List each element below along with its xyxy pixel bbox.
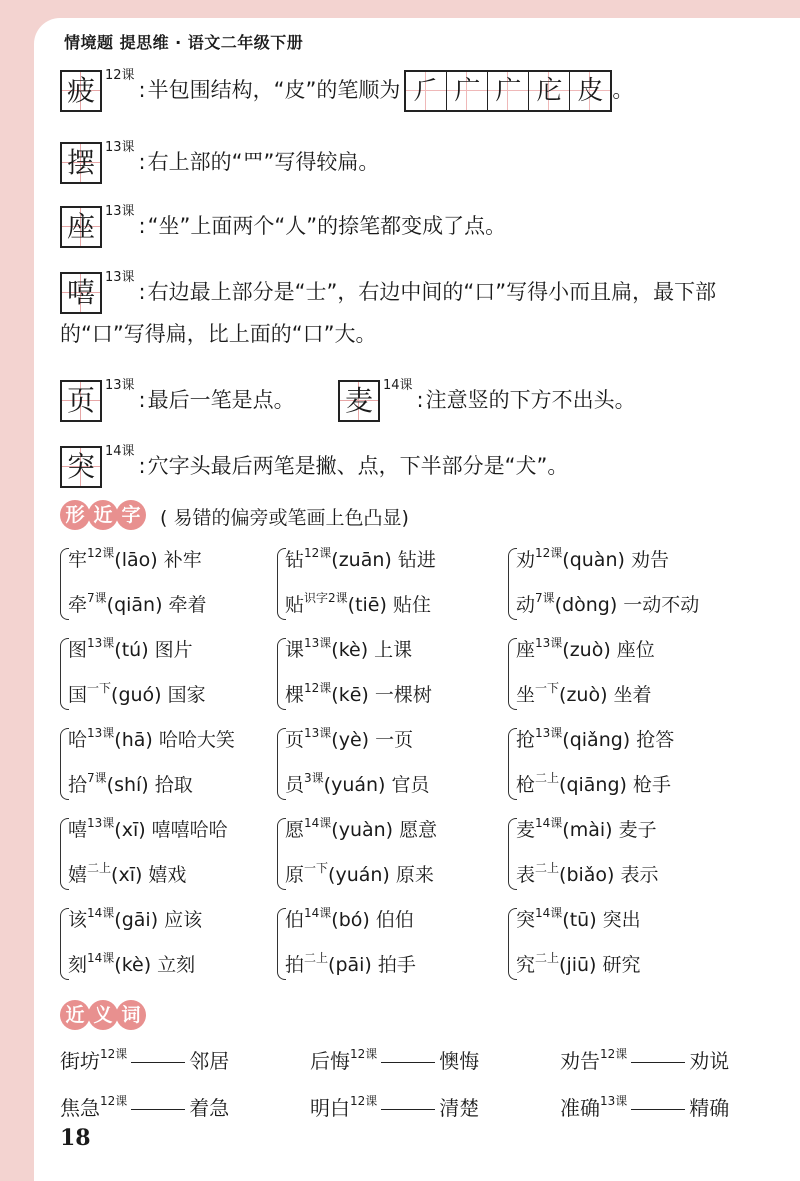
char-box: 摆 <box>60 142 102 184</box>
note-text: 的“口”写得扁，比上面的“口”大。 <box>60 322 377 346</box>
similar-char-pair <box>508 542 738 624</box>
synonym-pair: 劝告$^{12课}$ 劝说 <box>560 1047 730 1073</box>
similar-char-pair <box>60 632 290 714</box>
lesson-tag: 13课 <box>105 270 135 285</box>
stroke-step: 广 <box>447 72 488 110</box>
note-end: 。 <box>612 78 634 102</box>
char-box: 突 <box>60 446 102 488</box>
similar-char-pair <box>277 902 507 984</box>
note-text: 半包围结构，“皮”的笔顺为 <box>147 78 401 102</box>
similar-char-line: 伯$^{14课}$(bó) 伯伯 <box>285 906 414 931</box>
similar-char-line: 原$^{一下}$(yuán) 原来 <box>285 861 434 886</box>
char-box: 疲 <box>60 70 102 112</box>
similar-char-line: 嬉$^{二上}$(xī) 嬉戏 <box>68 861 187 886</box>
similar-char-pair <box>508 632 738 714</box>
stroke-step: 广 <box>488 72 529 110</box>
note-row: 座 $^{13课}$:“坐”上面两个“人”的捺笔都变成了点。 <box>60 198 506 248</box>
note-row: 嘻 $^{13课}$:右边最上部分是“士”，右边中间的“口”写得小而且扁，最下部 <box>60 264 716 314</box>
similar-char-line: 课$^{13课}$(kè) 上课 <box>285 636 413 661</box>
lesson-tag: 12课 <box>105 68 135 83</box>
synonym-pair: 街坊$^{12课}$ 邻居 <box>60 1047 230 1073</box>
stroke-step: 庀 <box>529 72 570 110</box>
similar-char-line: 抢$^{13课}$(qiǎng) 抢答 <box>516 726 675 751</box>
char-box: 麦 <box>338 380 380 422</box>
similar-char-pair <box>277 722 507 804</box>
similar-char-pair <box>60 902 290 984</box>
note-text: 最后一笔是点。 <box>147 388 295 412</box>
section-title-similar: 形 近 字 <box>60 500 144 530</box>
similar-char-line: 牵$^{7课}$(qiān) 牵着 <box>68 591 207 616</box>
similar-char-line: 图$^{13课}$(tú) 图片 <box>68 636 193 661</box>
lesson-tag: 14课 <box>383 378 413 393</box>
synonym-pair: 后悔$^{12课}$ 懊悔 <box>310 1047 480 1073</box>
similar-char-line: 棵$^{12课}$(kē) 一棵树 <box>285 681 432 706</box>
similar-char-pair <box>277 812 507 894</box>
section-title-synonyms: 近 义 词 <box>60 1000 144 1030</box>
note-text: “坐”上面两个“人”的捺笔都变成了点。 <box>147 214 507 238</box>
similar-char-pair <box>508 902 738 984</box>
note-text: 穴字头最后两笔是撇、点，下半部分是“犬”。 <box>147 454 569 478</box>
lesson-tag: 13课 <box>105 140 135 155</box>
similar-char-line: 嘻$^{13课}$(xī) 嘻嘻哈哈 <box>68 816 228 841</box>
page-header: 情境题 提思维 · 语文二年级下册 <box>64 33 304 52</box>
lesson-tag: 13课 <box>105 204 135 219</box>
similar-char-line: 牢$^{12课}$(lāo) 补牢 <box>68 546 202 571</box>
synonym-pair: 明白$^{12课}$ 清楚 <box>310 1094 480 1120</box>
similar-char-line: 麦$^{14课}$(mài) 麦子 <box>516 816 657 841</box>
similar-char-line: 突$^{14课}$(tū) 突出 <box>516 906 641 931</box>
similar-char-line: 坐$^{一下}$(zuò) 坐着 <box>516 681 652 706</box>
similar-char-pair <box>277 632 507 714</box>
similar-char-line: 枪$^{二上}$(qiāng) 枪手 <box>516 771 671 796</box>
char-box: 座 <box>60 206 102 248</box>
similar-char-line: 页$^{13课}$(yè) 一页 <box>285 726 414 751</box>
similar-char-line: 究$^{二上}$(jiū) 研究 <box>516 951 641 976</box>
note-row-cont <box>60 320 377 348</box>
similar-char-pair <box>277 542 507 624</box>
similar-char-line: 该$^{14课}$(gāi) 应该 <box>68 906 203 931</box>
similar-char-line: 钻$^{12课}$(zuān) 钻进 <box>285 546 436 571</box>
similar-char-line: 员$^{3课}$(yuán) 官员 <box>285 771 430 796</box>
similar-char-line: 拍$^{二上}$(pāi) 拍手 <box>285 951 416 976</box>
note-row: 突 $^{14课}$:穴字头最后两笔是撇、点，下半部分是“犬”。 <box>60 438 568 488</box>
similar-char-pair <box>60 812 290 894</box>
stroke-step: 皮 <box>570 72 610 110</box>
note-row: 疲 $^{12课}$:半包围结构，“皮”的笔顺为 ⺁ 广 广 庀 皮 。 <box>60 62 633 112</box>
note-text: 右边最上部分是“士”，右边中间的“口”写得小而且扁，最下部 <box>147 280 717 304</box>
page-number: 18 <box>60 1125 91 1151</box>
similar-char-line: 哈$^{13课}$(hā) 哈哈大笑 <box>68 726 235 751</box>
similar-char-line: 劝$^{12课}$(quàn) 劝告 <box>516 546 669 571</box>
similar-char-line: 表$^{二上}$(biǎo) 表示 <box>516 861 659 886</box>
note-text: 注意竖的下方不出头。 <box>425 388 636 412</box>
section-note: ( 易错的偏旁或笔画上色凸显) <box>160 507 409 529</box>
similar-char-line: 愿$^{14课}$(yuàn) 愿意 <box>285 816 438 841</box>
char-box: 嘻 <box>60 272 102 314</box>
note-row: 页 $^{13课}$:最后一笔是点。 麦 $^{14课}$:注意竖的下方不出头。 <box>60 372 636 422</box>
similar-char-line: 贴$^{识字2课}$(tiē) 贴住 <box>285 591 431 616</box>
synonym-pair: 焦急$^{12课}$ 着急 <box>60 1094 230 1120</box>
note-text: 右上部的“罒”写得较扁。 <box>147 150 380 174</box>
stroke-order <box>404 70 612 112</box>
similar-char-pair <box>508 812 738 894</box>
similar-char-line: 刻$^{14课}$(kè) 立刻 <box>68 951 196 976</box>
similar-char-line: 拾$^{7课}$(shí) 拾取 <box>68 771 193 796</box>
similar-char-pair <box>60 722 290 804</box>
stroke-step: ⺁ <box>406 72 447 110</box>
similar-char-pair <box>508 722 738 804</box>
similar-char-pair <box>60 542 290 624</box>
similar-char-line: 动$^{7课}$(dòng) 一动不动 <box>516 591 700 616</box>
note-row: 摆 $^{13课}$:右上部的“罒”写得较扁。 <box>60 134 379 184</box>
lesson-tag: 14课 <box>105 444 135 459</box>
similar-char-line: 国$^{一下}$(guó) 国家 <box>68 681 206 706</box>
lesson-tag: 13课 <box>105 378 135 393</box>
similar-char-line: 座$^{13课}$(zuò) 座位 <box>516 636 655 661</box>
char-box: 页 <box>60 380 102 422</box>
synonym-pair: 准确$^{13课}$ 精确 <box>560 1094 730 1120</box>
